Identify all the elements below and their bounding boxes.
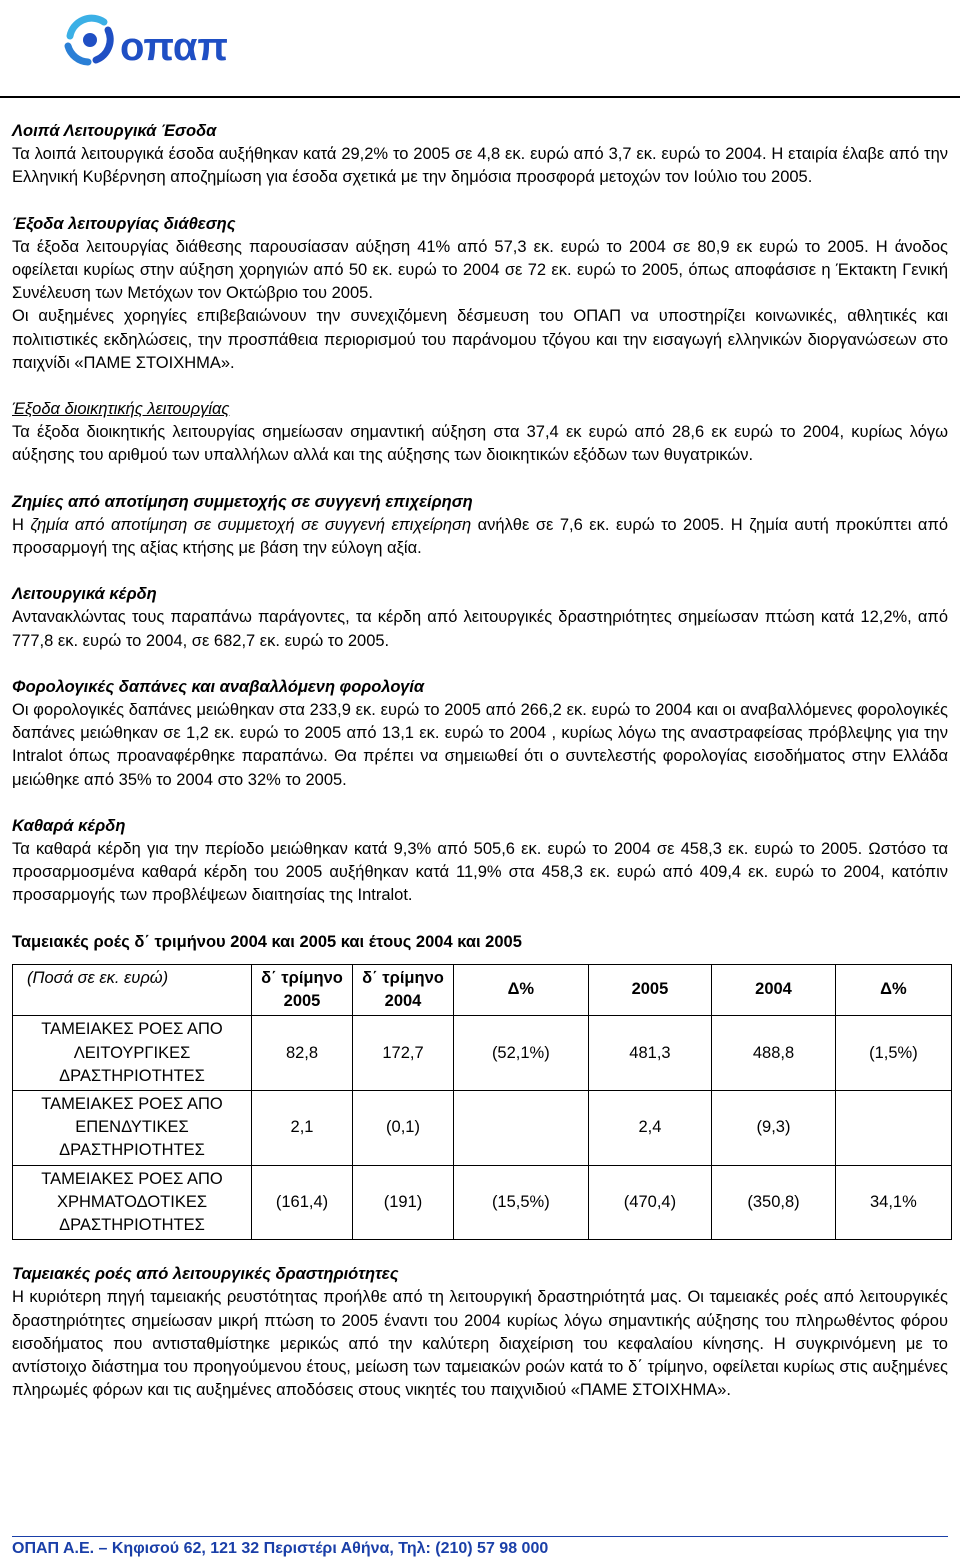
table-cell: 172,7 [353,1016,454,1091]
section-heading-operating-profit: Λειτουργικά κέρδη [12,585,157,604]
section-paragraph: Οι αυξημένες χορηγίες επιβεβαιώνουν την συνεχιζόμενη δέσμευση του ΟΠΑΠ να υποστηρίζει κοινωνικές, αθλητικές και πολιτιστικές εκδηλώσεις, την προσπάθεια περιορισμού του παράνομου τζόγου και την εισαγωγή ελληνικών διοργανώσεων στο παιχνίδι «ΠΑΜΕ ΣΤΟΙΧΗΜΑ». [12,307,948,372]
table-cell: 2,4 [588,1090,712,1165]
section-paragraph: Οι φορολογικές δαπάνες μειώθηκαν στα 233,9 εκ. ευρώ το 2005 από 266,2 εκ. ευρώ το 2004 και οι αναβαλλόμενες φορολογικές δαπάνες μειώθηκαν σε 1,2 εκ. ευρώ το 2005 από 13,1 εκ. ευρώ το 2004 , κυρίως λόγω της αναστραφείσας πρόβλεψης για την Intralot όπως προαναφέρθηκε παραπάνω. Θα πρέπει να σημειωθεί ότι ο συντελεστής φορολογίας εισοδήματος στην Ελλάδα μειώθηκε από 35% το 2004 στο 32% το 2005. [12,701,948,789]
table-cell: 481,3 [588,1016,712,1091]
table-cell: (0,1) [353,1090,454,1165]
section-paragraph: Τα καθαρά κέρδη για την περίοδο μειώθηκαν κατά 9,3% από 505,6 εκ. ευρώ το 2004 σε 458,3 εκ. ευρώ το 2005. Ωστόσο τα προσαρμοσμένα καθαρά κέρδη του 2005 αυξήθηκαν κατά 11,9% στα 458,3 εκ. ευρώ από 409,4 εκ. ευρώ το 2004, κατόπιν προσαρμογής των προβλέψεων διαιτησίας της Intralot. [12,840,948,905]
table-cell: 488,8 [712,1016,836,1091]
table-cell: (9,3) [712,1090,836,1165]
opap-logo [50,4,250,76]
table-title: Ταμειακές ροές δ΄ τριμήνου 2004 και 2005 και έτους 2004 και 2005 [12,932,522,951]
header-divider [0,96,960,98]
section-paragraph: Τα έξοδα διοικητικής λειτουργίας σημείωσαν σημαντική αύξηση στα 37,4 εκ ευρώ από 28,6 εκ ευρώ το 2004, κυρίως λόγω αύξησης του αριθμού των υπαλλήλων αλλά και της αύξησης των διοικητικών εξόδων των θυγατρικών. [12,423,948,465]
page-header [0,0,960,100]
section-paragraph: Η κυριότερη πηγή ταμειακής ρευστότητας προήλθε από τη λειτουργική δραστηριότητά μας. Οι ταμειακές ροές από λειτουργικές δραστηριότητες σημείωσαν μικρή πτώση το 2005 έναντι του 2004 κυρίως λόγω σημαντικής αύξησης του πληρωθέντος φόρου εισοδήματος που αντισταθμίστηκε μερικώς από την καλύτερη διαχείριση του κεφαλαίου κίνησης. Η συγκρινόμενη με το αντίστοιχο διάστημα του προηγούμενου έτους, μείωση των ταμειακών ροών κατά το δ΄ τρίμηνο, οφείλεται κυρίως στις αυξημένες πληρωμές φόρων και τις αυξημένες αποδόσεις στους νικητές του παιχνιδιού «ΠΑΜΕ ΣΤΟΙΧΗΜΑ». [12,1288,948,1400]
section-paragraph: Αντανακλώντας τους παραπάνω παράγοντες, τα κέρδη από λειτουργικές δραστηριότητες σημείωσαν πτώση κατά 12,2%, από 777,8 εκ. ευρώ το 2004, σε 682,7 εκ. ευρώ το 2005. [12,608,948,650]
table-cell: 2,1 [252,1090,353,1165]
table-cell: (1,5%) [835,1016,951,1091]
header-2004: 2004 [712,964,836,1015]
row-label: ΤΑΜΕΙΑΚΕΣ ΡΟΕΣ ΑΠΟ ΕΠΕΝΔΥΤΙΚΕΣ ΔΡΑΣΤΗΡΙΟΤΗΤΕΣ [13,1090,252,1165]
section-heading-operating-cash-flows: Ταμειακές ροές από λειτουργικές δραστηριότητες [12,1265,399,1284]
table-row [13,1090,952,1165]
row-label: ΤΑΜΕΙΑΚΕΣ ΡΟΕΣ ΑΠΟ ΛΕΙΤΟΥΡΓΙΚΕΣ ΔΡΑΣΤΗΡΙΟΤΗΤΕΣ [13,1016,252,1091]
section-heading-other-income: Λοιπά Λειτουργικά Έσοδα [12,122,217,140]
svg-text:οπαπ: οπαπ [120,25,229,69]
table-row [13,1016,952,1091]
table-cell: (350,8) [712,1165,836,1240]
section-paragraph: Τα λοιπά λειτουργικά έσοδα αυξήθηκαν κατά 29,2% το 2005 σε 4,8 εκ. ευρώ από 3,7 εκ. ευρώ το 2004. Η εταιρία έλαβε από την Ελληνική Κυβέρνηση αποζημίωση για έσοδα σχετικά με την δημόσια προσφορά μετοχών τον Ιούλιο του 2005. [12,145,948,187]
section-heading-net-profit: Καθαρά κέρδη [12,816,126,835]
table-cell: 82,8 [252,1016,353,1091]
table-cell: (191) [353,1165,454,1240]
opap-logo-icon [50,4,250,76]
table-row [13,1165,952,1240]
section-heading-selling-expenses: Έξοδα λειτουργίας διάθεσης [12,214,236,233]
header-delta-q4: Δ% [454,964,589,1015]
table-cell [835,1090,951,1165]
section-heading-associate-loss: Ζημίες από αποτίμηση συμμετοχής σε συγγενή επιχείρηση [12,492,473,511]
table-cell: (161,4) [252,1165,353,1240]
table-cell: (470,4) [588,1165,712,1240]
table-cell: (15,5%) [454,1165,589,1240]
cash-flow-table [12,964,952,1240]
header-q4-2005: δ΄ τρίμηνο 2005 [252,964,353,1015]
header-2005: 2005 [588,964,712,1015]
header-q4-2004: δ΄ τρίμηνο 2004 [353,964,454,1015]
table-header-row [13,964,952,1015]
section-heading-admin-expenses: Έξοδα διοικητικής λειτουργίας [12,400,230,419]
section-heading-tax: Φορολογικές δαπάνες και αναβαλλόμενη φορολογία [12,677,425,696]
section-paragraph-rich: Η ζημία από αποτίμηση σε συμμετοχή σε συγγενή επιχείρηση ανήλθε σε 7,6 εκ. ευρώ το 2005. Η ζημία αυτή προκύπτει από προσαρμογή της αξίας κτήσης με βάση την εύλογη αξία. [12,515,949,558]
header-delta-year: Δ% [835,964,951,1015]
document-body [12,120,948,1402]
table-cell: (52,1%) [454,1016,589,1091]
table-cell: 34,1% [835,1165,951,1240]
page-footer: ΟΠΑΠ Α.Ε. – Κηφισού 62, 121 32 Περιστέρι Αθήνα, Τηλ: (210) 57 98 000 [12,1540,549,1557]
table-unit-cell: (Ποσά σε εκ. ευρώ) [13,964,252,1015]
footer-divider [12,1536,948,1537]
table-cell [454,1090,589,1165]
row-label: ΤΑΜΕΙΑΚΕΣ ΡΟΕΣ ΑΠΟ ΧΡΗΜΑΤΟΔΟΤΙΚΕΣ ΔΡΑΣΤΗΡΙΟΤΗΤΕΣ [13,1165,252,1240]
section-paragraph: Τα έξοδα λειτουργίας διάθεσης παρουσίασαν αύξηση 41% από 57,3 εκ. ευρώ το 2004 σε 80,9 εκ ευρώ το 2005. Η άνοδος οφείλεται κυρίως στην αύξηση χορηγιών από 50 εκ. ευρώ το 2004 σε 72 εκ. ευρώ το 2005, όπως αποφάσισε η Έκτακτη Γενική Συνέλευση των Μετόχων τον Οκτώβριο του 2005. [12,237,948,303]
